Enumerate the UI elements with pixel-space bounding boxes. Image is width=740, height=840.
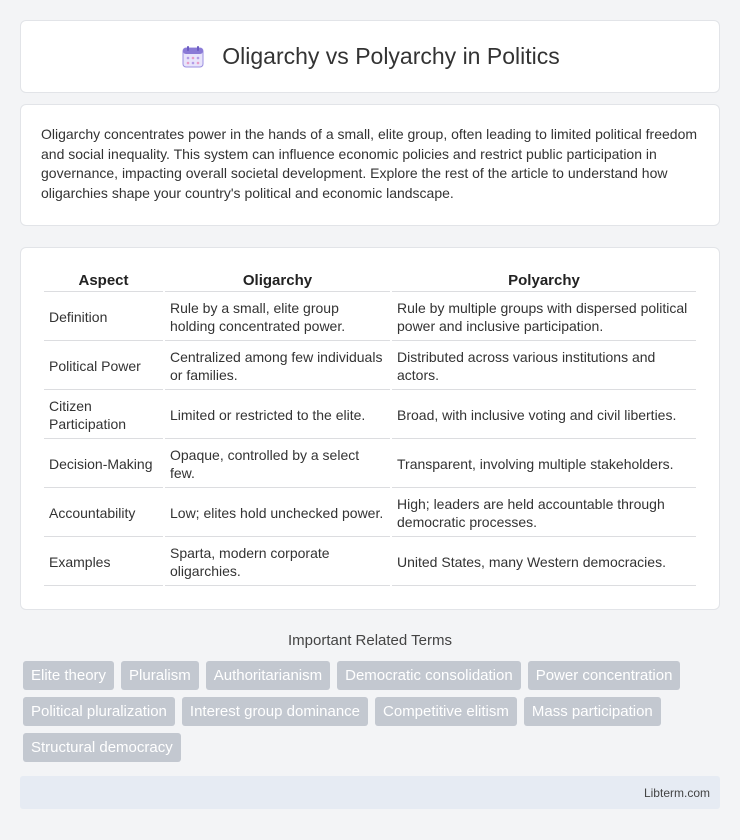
comparison-table-card [20, 247, 720, 610]
tag-authoritarianism[interactable]: Authoritarianism [206, 661, 330, 690]
related-terms-tags [20, 661, 720, 762]
aspect-cell: Definition [44, 294, 163, 341]
tag-mass-participation[interactable]: Mass participation [524, 697, 661, 726]
calendar-icon [180, 44, 206, 70]
related-terms-title: Important Related Terms [288, 632, 452, 649]
header-oligarchy: Oligarchy [165, 270, 390, 292]
polyarchy-cell: United States, many Western democracies. [392, 539, 696, 586]
aspect-cell: Political Power [44, 343, 163, 390]
aspect-cell: Accountability [44, 490, 163, 537]
polyarchy-cell: Distributed across various institutions and actors. [392, 343, 696, 390]
aspect-cell: Citizen Participation [44, 392, 163, 439]
page-title: Oligarchy vs Polyarchy in Politics [222, 43, 560, 69]
oligarchy-cell: Rule by a small, elite group holding concentrated power. [165, 294, 390, 341]
polyarchy-cell: Rule by multiple groups with dispersed political power and inclusive participation. [392, 294, 696, 341]
table-row [44, 294, 696, 341]
intro-card [20, 104, 720, 226]
tag-pluralism[interactable]: Pluralism [121, 661, 199, 690]
aspect-cell: Decision-Making [44, 441, 163, 488]
oligarchy-cell: Opaque, controlled by a select few. [165, 441, 390, 488]
tag-democratic-consolidation[interactable]: Democratic consolidation [337, 661, 521, 690]
table-header-row [44, 270, 696, 292]
table-row [44, 539, 696, 586]
polyarchy-cell: Broad, with inclusive voting and civil liberties. [392, 392, 696, 439]
header-aspect: Aspect [44, 270, 163, 292]
tag-power-concentration[interactable]: Power concentration [528, 661, 681, 690]
table-row [44, 392, 696, 439]
tag-interest-group-dominance[interactable]: Interest group dominance [182, 697, 368, 726]
table-row [44, 441, 696, 488]
oligarchy-cell: Sparta, modern corporate oligarchies. [165, 539, 390, 586]
intro-text: Oligarchy concentrates power in the hands of a small, elite group, often leading to limited political freedom and social inequality. This system can influence economic policies and restrict public participation in governance, impacting overall societal development. Explore the rest of the article to understand how oligarchies shape your country's political and economic landscape. [41, 126, 698, 201]
table-row [44, 490, 696, 537]
footer [20, 776, 720, 809]
title-card [20, 20, 720, 93]
polyarchy-cell: Transparent, involving multiple stakeholders. [392, 441, 696, 488]
aspect-cell: Examples [44, 539, 163, 586]
tag-competitive-elitism[interactable]: Competitive elitism [375, 697, 517, 726]
table-row [44, 343, 696, 390]
polyarchy-cell: High; leaders are held accountable through democratic processes. [392, 490, 696, 537]
related-terms-section [20, 632, 720, 762]
header-polyarchy: Polyarchy [392, 270, 696, 292]
oligarchy-cell: Centralized among few individuals or families. [165, 343, 390, 390]
tag-political-pluralization[interactable]: Political pluralization [23, 697, 175, 726]
oligarchy-cell: Limited or restricted to the elite. [165, 392, 390, 439]
oligarchy-cell: Low; elites hold unchecked power. [165, 490, 390, 537]
footer-site-link[interactable]: Libterm.com [643, 785, 710, 800]
comparison-table [42, 268, 698, 588]
tag-elite-theory[interactable]: Elite theory [23, 661, 114, 690]
tag-structural-democracy[interactable]: Structural democracy [23, 733, 181, 762]
